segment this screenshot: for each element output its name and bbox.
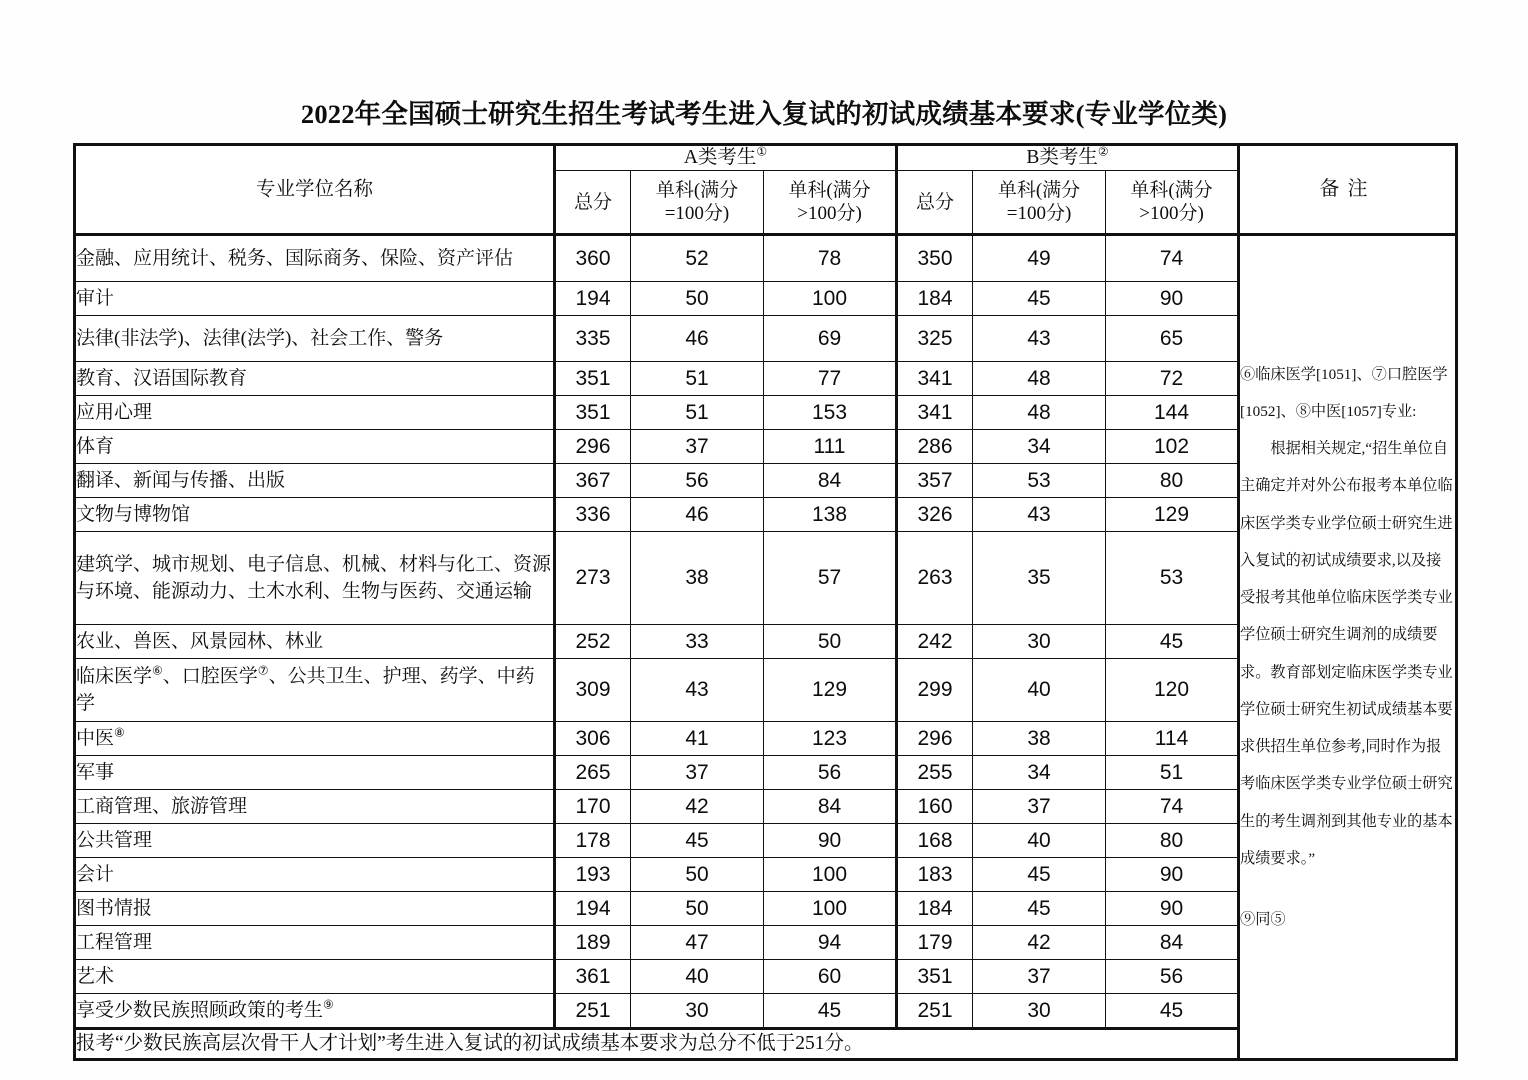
- cell-b-total: 341: [897, 396, 973, 430]
- cell-b-eq100: 43: [973, 316, 1106, 362]
- cell-a-eq100: 46: [631, 498, 764, 532]
- cell-b-total: 299: [897, 659, 973, 722]
- cell-b-eq100: 30: [973, 994, 1106, 1029]
- cell-a-gt100: 123: [764, 722, 897, 756]
- cell-a-eq100: 51: [631, 362, 764, 396]
- header-row-top: [75, 145, 1457, 171]
- row-major-name: 工商管理、旅游管理: [75, 790, 555, 824]
- note-spacer: [1240, 877, 1455, 901]
- name-superscript: ⑦: [257, 663, 269, 678]
- cell-b-eq100: 48: [973, 362, 1106, 396]
- cell-b-total: 263: [897, 532, 973, 625]
- cell-a-total: 296: [555, 430, 631, 464]
- cell-b-eq100: 43: [973, 498, 1106, 532]
- cell-a-gt100: 57: [764, 532, 897, 625]
- row-major-name: 农业、兽医、风景园林、林业: [75, 625, 555, 659]
- cell-b-total: 296: [897, 722, 973, 756]
- cell-b-gt100: 74: [1106, 235, 1239, 282]
- cell-b-eq100: 37: [973, 960, 1106, 994]
- row-major-name: 军事: [75, 756, 555, 790]
- row-major-name: 应用心理: [75, 396, 555, 430]
- cell-a-gt100: 138: [764, 498, 897, 532]
- cell-b-gt100: 90: [1106, 282, 1239, 316]
- cell-a-total: 360: [555, 235, 631, 282]
- cell-b-total: 255: [897, 756, 973, 790]
- cell-b-eq100: 34: [973, 756, 1106, 790]
- cell-b-total: 341: [897, 362, 973, 396]
- cell-a-total: 335: [555, 316, 631, 362]
- cell-b-gt100: 45: [1106, 994, 1239, 1029]
- cell-b-eq100: 40: [973, 659, 1106, 722]
- cell-b-gt100: 51: [1106, 756, 1239, 790]
- header-b-eq100: [973, 171, 1106, 235]
- cell-a-eq100: 56: [631, 464, 764, 498]
- cell-b-gt100: 74: [1106, 790, 1239, 824]
- cell-b-eq100: 40: [973, 824, 1106, 858]
- cell-a-gt100: 77: [764, 362, 897, 396]
- cell-b-gt100: 102: [1106, 430, 1239, 464]
- cell-a-eq100: 52: [631, 235, 764, 282]
- header-a-gt100-line1: 单科(满分: [788, 179, 871, 201]
- row-major-name: 审计: [75, 282, 555, 316]
- notes-cell: [1239, 235, 1457, 1059]
- cell-a-gt100: 153: [764, 396, 897, 430]
- row-major-name: 工程管理: [75, 926, 555, 960]
- cell-b-total: 184: [897, 282, 973, 316]
- cell-b-eq100: 42: [973, 926, 1106, 960]
- cell-a-gt100: 50: [764, 625, 897, 659]
- cell-b-gt100: 53: [1106, 532, 1239, 625]
- note-line-1: ⑥临床医学[1051]、⑦口腔医学: [1240, 365, 1448, 383]
- cell-a-total: 193: [555, 858, 631, 892]
- cell-a-gt100: 94: [764, 926, 897, 960]
- note-line-2: [1052]、⑧中医[1057]专业:: [1240, 403, 1417, 420]
- cell-a-eq100: 41: [631, 722, 764, 756]
- note-last-line: ⑨同⑤: [1240, 911, 1286, 929]
- cell-b-total: 184: [897, 892, 973, 926]
- cell-b-eq100: 45: [973, 282, 1106, 316]
- cell-b-eq100: 38: [973, 722, 1106, 756]
- header-a-eq100-line1: 单科(满分: [655, 179, 739, 201]
- cell-a-eq100: 37: [631, 756, 764, 790]
- header-a-eq100-line2: =100分): [664, 203, 730, 225]
- row-major-name: 会计: [75, 858, 555, 892]
- cell-b-total: 179: [897, 926, 973, 960]
- cell-a-gt100: 111: [764, 430, 897, 464]
- cell-b-gt100: 65: [1106, 316, 1239, 362]
- cell-b-eq100: 45: [973, 892, 1106, 926]
- cell-b-eq100: 35: [973, 532, 1106, 625]
- page-title: 2022年全国硕士研究生招生考试考生进入复试的初试成绩基本要求(专业学位类): [300, 99, 1228, 129]
- cell-b-gt100: 90: [1106, 858, 1239, 892]
- row-major-name: 建筑学、城市规划、电子信息、机械、材料与化工、资源与环境、能源动力、土木水利、生物与医药、交通运输: [75, 532, 555, 625]
- cell-b-total: 357: [897, 464, 973, 498]
- header-group-b-superscript: ②: [1097, 144, 1109, 159]
- cell-b-total: 350: [897, 235, 973, 282]
- cell-b-eq100: 49: [973, 235, 1106, 282]
- cell-b-total: 242: [897, 625, 973, 659]
- cell-a-total: 351: [555, 362, 631, 396]
- header-b-gt100-line1: 单科(满分: [1130, 179, 1213, 201]
- table-header: [75, 145, 1457, 235]
- cell-a-gt100: 84: [764, 464, 897, 498]
- cell-a-eq100: 38: [631, 532, 764, 625]
- table-body: [75, 235, 1457, 1059]
- cell-a-total: 252: [555, 625, 631, 659]
- cell-a-eq100: 40: [631, 960, 764, 994]
- header-group-b-label: B类考生: [1026, 147, 1098, 168]
- cell-a-total: 178: [555, 824, 631, 858]
- header-a-total: 总分: [555, 171, 631, 235]
- name-superscript: ⑨: [323, 997, 334, 1012]
- cell-b-gt100: 120: [1106, 659, 1239, 722]
- header-a-eq100: [631, 171, 764, 235]
- header-b-gt100: [1106, 171, 1239, 235]
- cell-b-eq100: 37: [973, 790, 1106, 824]
- cell-a-eq100: 50: [631, 892, 764, 926]
- header-b-eq100-line1: 单科(满分: [997, 179, 1081, 201]
- cell-a-eq100: 47: [631, 926, 764, 960]
- cell-b-eq100: 53: [973, 464, 1106, 498]
- header-notes: 备注: [1239, 145, 1457, 235]
- header-a-gt100: [764, 171, 897, 235]
- header-group-b: [897, 145, 1239, 171]
- cell-b-gt100: 114: [1106, 722, 1239, 756]
- row-major-name: 中医⑧: [75, 722, 555, 756]
- cell-a-eq100: 46: [631, 316, 764, 362]
- name-superscript: ⑧: [114, 725, 125, 740]
- cell-a-gt100: 90: [764, 824, 897, 858]
- name-superscript: ⑥: [152, 663, 163, 678]
- cell-a-total: 251: [555, 994, 631, 1029]
- cell-a-total: 336: [555, 498, 631, 532]
- cell-b-total: 160: [897, 790, 973, 824]
- row-major-name: 体育: [75, 430, 555, 464]
- cell-a-gt100: 100: [764, 858, 897, 892]
- cell-a-gt100: 129: [764, 659, 897, 722]
- cell-b-total: 251: [897, 994, 973, 1029]
- cell-a-total: 351: [555, 396, 631, 430]
- cell-a-total: 306: [555, 722, 631, 756]
- cell-a-eq100: 33: [631, 625, 764, 659]
- cell-a-gt100: 100: [764, 282, 897, 316]
- cell-b-eq100: 45: [973, 858, 1106, 892]
- cell-b-gt100: 45: [1106, 625, 1239, 659]
- cell-a-gt100: 100: [764, 892, 897, 926]
- header-major-name: 专业学位名称: [75, 145, 555, 235]
- footer-note: 报考“少数民族高层次骨干人才计划”考生进入复试的初试成绩基本要求为总分不低于251分。: [75, 1029, 1239, 1059]
- cell-b-total: 286: [897, 430, 973, 464]
- note-paragraph: 根据相关规定,“招生单位自主确定并对外公布报考本单位临床医学类专业学位硕士研究生进入复试的初试成绩要求,以及接受报考其他单位临床医学类专业学位硕士研究生调剂的成绩要求。教育部划定临床医学类专业学位硕士研究生初试成绩基本要求供招生单位参考,同时作为报考临床医学类专业学位硕士研究生的考生调剂到其他专业的基本成绩要求。”: [1240, 440, 1453, 867]
- row-major-name: 公共管理: [75, 824, 555, 858]
- cell-b-gt100: 129: [1106, 498, 1239, 532]
- cell-b-total: 325: [897, 316, 973, 362]
- cell-a-total: 170: [555, 790, 631, 824]
- cell-a-eq100: 43: [631, 659, 764, 722]
- cell-b-eq100: 48: [973, 396, 1106, 430]
- cell-a-eq100: 37: [631, 430, 764, 464]
- cell-a-eq100: 45: [631, 824, 764, 858]
- cell-a-total: 189: [555, 926, 631, 960]
- cell-a-eq100: 50: [631, 282, 764, 316]
- row-major-name: 艺术: [75, 960, 555, 994]
- cell-a-eq100: 30: [631, 994, 764, 1029]
- row-major-name: 翻译、新闻与传播、出版: [75, 464, 555, 498]
- header-b-eq100-line2: =100分): [1006, 203, 1072, 225]
- header-group-a-label: A类考生: [683, 147, 757, 168]
- cell-a-total: 265: [555, 756, 631, 790]
- cell-a-gt100: 56: [764, 756, 897, 790]
- header-group-a: [555, 145, 897, 171]
- header-group-a-superscript: ①: [756, 144, 768, 159]
- row-major-name: 教育、汉语国际教育: [75, 362, 555, 396]
- header-b-gt100-line2: >100分): [1139, 203, 1204, 225]
- cell-b-eq100: 30: [973, 625, 1106, 659]
- cell-b-gt100: 90: [1106, 892, 1239, 926]
- cell-b-total: 326: [897, 498, 973, 532]
- cell-b-total: 183: [897, 858, 973, 892]
- row-major-name: 文物与博物馆: [75, 498, 555, 532]
- row-major-name: 法律(非法学)、法律(法学)、社会工作、警务: [75, 316, 555, 362]
- cell-b-eq100: 34: [973, 430, 1106, 464]
- header-a-gt100-line2: >100分): [797, 203, 862, 225]
- cell-b-gt100: 80: [1106, 824, 1239, 858]
- cell-a-gt100: 60: [764, 960, 897, 994]
- cell-a-eq100: 51: [631, 396, 764, 430]
- row-major-name: 图书情报: [75, 892, 555, 926]
- cell-a-gt100: 84: [764, 790, 897, 824]
- cell-b-gt100: 144: [1106, 396, 1239, 430]
- header-b-total: 总分: [897, 171, 973, 235]
- cell-a-total: 194: [555, 282, 631, 316]
- cell-b-gt100: 56: [1106, 960, 1239, 994]
- cell-a-gt100: 78: [764, 235, 897, 282]
- cell-a-eq100: 42: [631, 790, 764, 824]
- cell-b-gt100: 84: [1106, 926, 1239, 960]
- cell-a-total: 367: [555, 464, 631, 498]
- cell-a-total: 361: [555, 960, 631, 994]
- cell-b-total: 168: [897, 824, 973, 858]
- row-major-name: 享受少数民族照顾政策的考生⑨: [75, 994, 555, 1029]
- cell-a-gt100: 45: [764, 994, 897, 1029]
- table-row: [75, 235, 1457, 282]
- cell-a-total: 309: [555, 659, 631, 722]
- row-major-name: 临床医学⑥、口腔医学⑦、公共卫生、护理、药学、中药学: [75, 659, 555, 722]
- admission-score-table: [73, 143, 1458, 1061]
- cell-b-gt100: 80: [1106, 464, 1239, 498]
- cell-b-gt100: 72: [1106, 362, 1239, 396]
- cell-a-total: 194: [555, 892, 631, 926]
- cell-b-total: 351: [897, 960, 973, 994]
- cell-a-total: 273: [555, 532, 631, 625]
- cell-a-gt100: 69: [764, 316, 897, 362]
- row-major-name: 金融、应用统计、税务、国际商务、保险、资产评估: [75, 235, 555, 282]
- cell-a-eq100: 50: [631, 858, 764, 892]
